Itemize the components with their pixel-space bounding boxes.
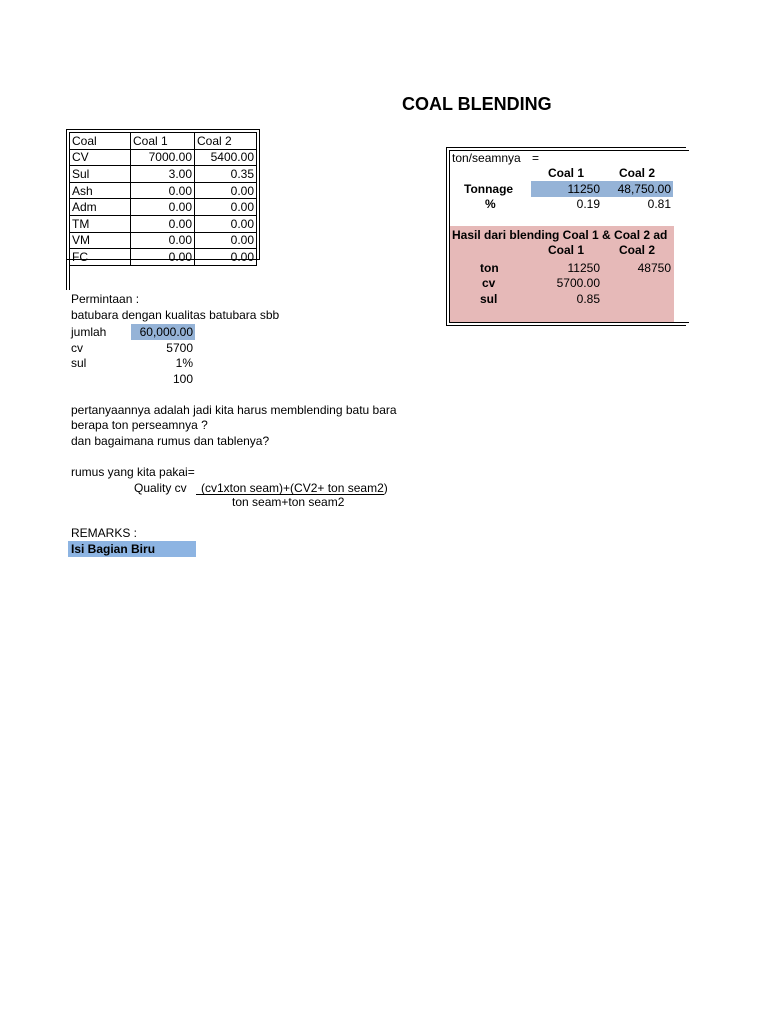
- coal-1-cell[interactable]: 0.00: [131, 232, 195, 249]
- coal-1-cell[interactable]: 0.00: [131, 199, 195, 216]
- percent-coal-2[interactable]: 0.81: [647, 197, 671, 211]
- question-line-3: dan bagaimana rumus dan tablenya?: [71, 434, 270, 448]
- table-row: [70, 249, 257, 266]
- jumlah-label: jumlah: [71, 325, 107, 339]
- hasil-cv-label: cv: [482, 276, 496, 290]
- question-line-1: pertanyaannya adalah jadi kita harus memblending batu bara: [71, 403, 397, 417]
- coal-1-cell[interactable]: 0.00: [131, 249, 195, 266]
- header-coal-2[interactable]: Coal 2: [195, 133, 257, 150]
- panel-col-coal-2: Coal 2: [619, 166, 656, 180]
- cv-label: cv: [71, 341, 83, 355]
- row-label-cell[interactable]: FC: [70, 249, 131, 266]
- hasil-sul-label: sul: [480, 292, 498, 306]
- hasil-col-coal-2: Coal 2: [619, 243, 656, 257]
- hasil-title: Hasil dari blending Coal 1 & Coal 2 ad: [452, 228, 668, 242]
- sul-value[interactable]: 1%: [175, 356, 193, 370]
- table-header-row: [70, 133, 257, 150]
- hasil-cv-value[interactable]: 5700.00: [556, 276, 600, 290]
- remarks-label: REMARKS :: [71, 526, 138, 540]
- total-value[interactable]: 100: [172, 372, 193, 386]
- ton-seam-equals: =: [532, 151, 540, 165]
- ton-seam-label: ton/seamnya: [452, 151, 521, 165]
- row-label-cell[interactable]: Adm: [70, 199, 131, 216]
- row-label-cell[interactable]: VM: [70, 232, 131, 249]
- hasil-ton-label: ton: [480, 261, 499, 275]
- percent-label: %: [485, 197, 496, 211]
- page-title: COAL BLENDING: [402, 94, 552, 114]
- coal-2-cell[interactable]: 0.00: [195, 249, 257, 266]
- hasil-sul-value[interactable]: 0.85: [576, 292, 600, 306]
- coal-1-cell[interactable]: 0.00: [131, 215, 195, 232]
- coal-2-cell[interactable]: 5400.00: [195, 149, 257, 166]
- row-label-cell[interactable]: Ash: [70, 182, 131, 199]
- formula-numerator: (cv1xton seam)+(CV2+ ton seam2): [201, 481, 388, 495]
- question-line-2: berapa ton perseamnya ?: [71, 418, 208, 432]
- panel-col-coal-1: Coal 1: [548, 166, 585, 180]
- table-row: [70, 149, 257, 166]
- table-row: [70, 166, 257, 183]
- tonnage-coal-2-value[interactable]: 48,750.00: [617, 182, 671, 196]
- row-label-cell[interactable]: Sul: [70, 166, 131, 183]
- coal-1-cell[interactable]: 3.00: [131, 166, 195, 183]
- hasil-ton-coal-1[interactable]: 11250: [567, 261, 600, 275]
- row-label-cell[interactable]: TM: [70, 215, 131, 232]
- tonnage-label: Tonnage: [464, 182, 514, 196]
- table-row: [70, 232, 257, 249]
- hasil-ton-coal-2[interactable]: 48750: [637, 261, 671, 275]
- coal-quality-table: [69, 132, 257, 266]
- row-label-cell[interactable]: CV: [70, 149, 131, 166]
- tonnage-coal-1-input[interactable]: 11250: [567, 182, 600, 196]
- header-coal[interactable]: Coal: [70, 133, 131, 150]
- percent-coal-1[interactable]: 0.19: [576, 197, 600, 211]
- formula-label: Quality cv: [134, 481, 187, 495]
- coal-2-cell[interactable]: 0.00: [195, 199, 257, 216]
- table-row: [70, 182, 257, 199]
- coal-1-cell[interactable]: 0.00: [131, 182, 195, 199]
- formula-intro: rumus yang kita pakai=: [71, 465, 195, 479]
- header-coal-1[interactable]: Coal 1: [131, 133, 195, 150]
- table-row: [70, 215, 257, 232]
- jumlah-input-cell[interactable]: 60,000.00: [131, 324, 195, 340]
- formula-denominator: ton seam+ton seam2: [232, 495, 345, 509]
- cv-value[interactable]: 5700: [166, 341, 193, 355]
- coal-2-cell[interactable]: 0.00: [195, 215, 257, 232]
- permintaan-heading: Permintaan :: [71, 292, 140, 306]
- coal-2-cell[interactable]: 0.00: [195, 182, 257, 199]
- permintaan-subheading: batubara dengan kualitas batubara sbb: [71, 308, 280, 322]
- coal-2-cell[interactable]: 0.35: [195, 166, 257, 183]
- sul-label: sul: [71, 356, 87, 370]
- coal-2-cell[interactable]: 0.00: [195, 232, 257, 249]
- hasil-col-coal-1: Coal 1: [548, 243, 585, 257]
- table-row: [70, 199, 257, 216]
- coal-1-cell[interactable]: 7000.00: [131, 149, 195, 166]
- remarks-note: Isi Bagian Biru: [71, 542, 156, 556]
